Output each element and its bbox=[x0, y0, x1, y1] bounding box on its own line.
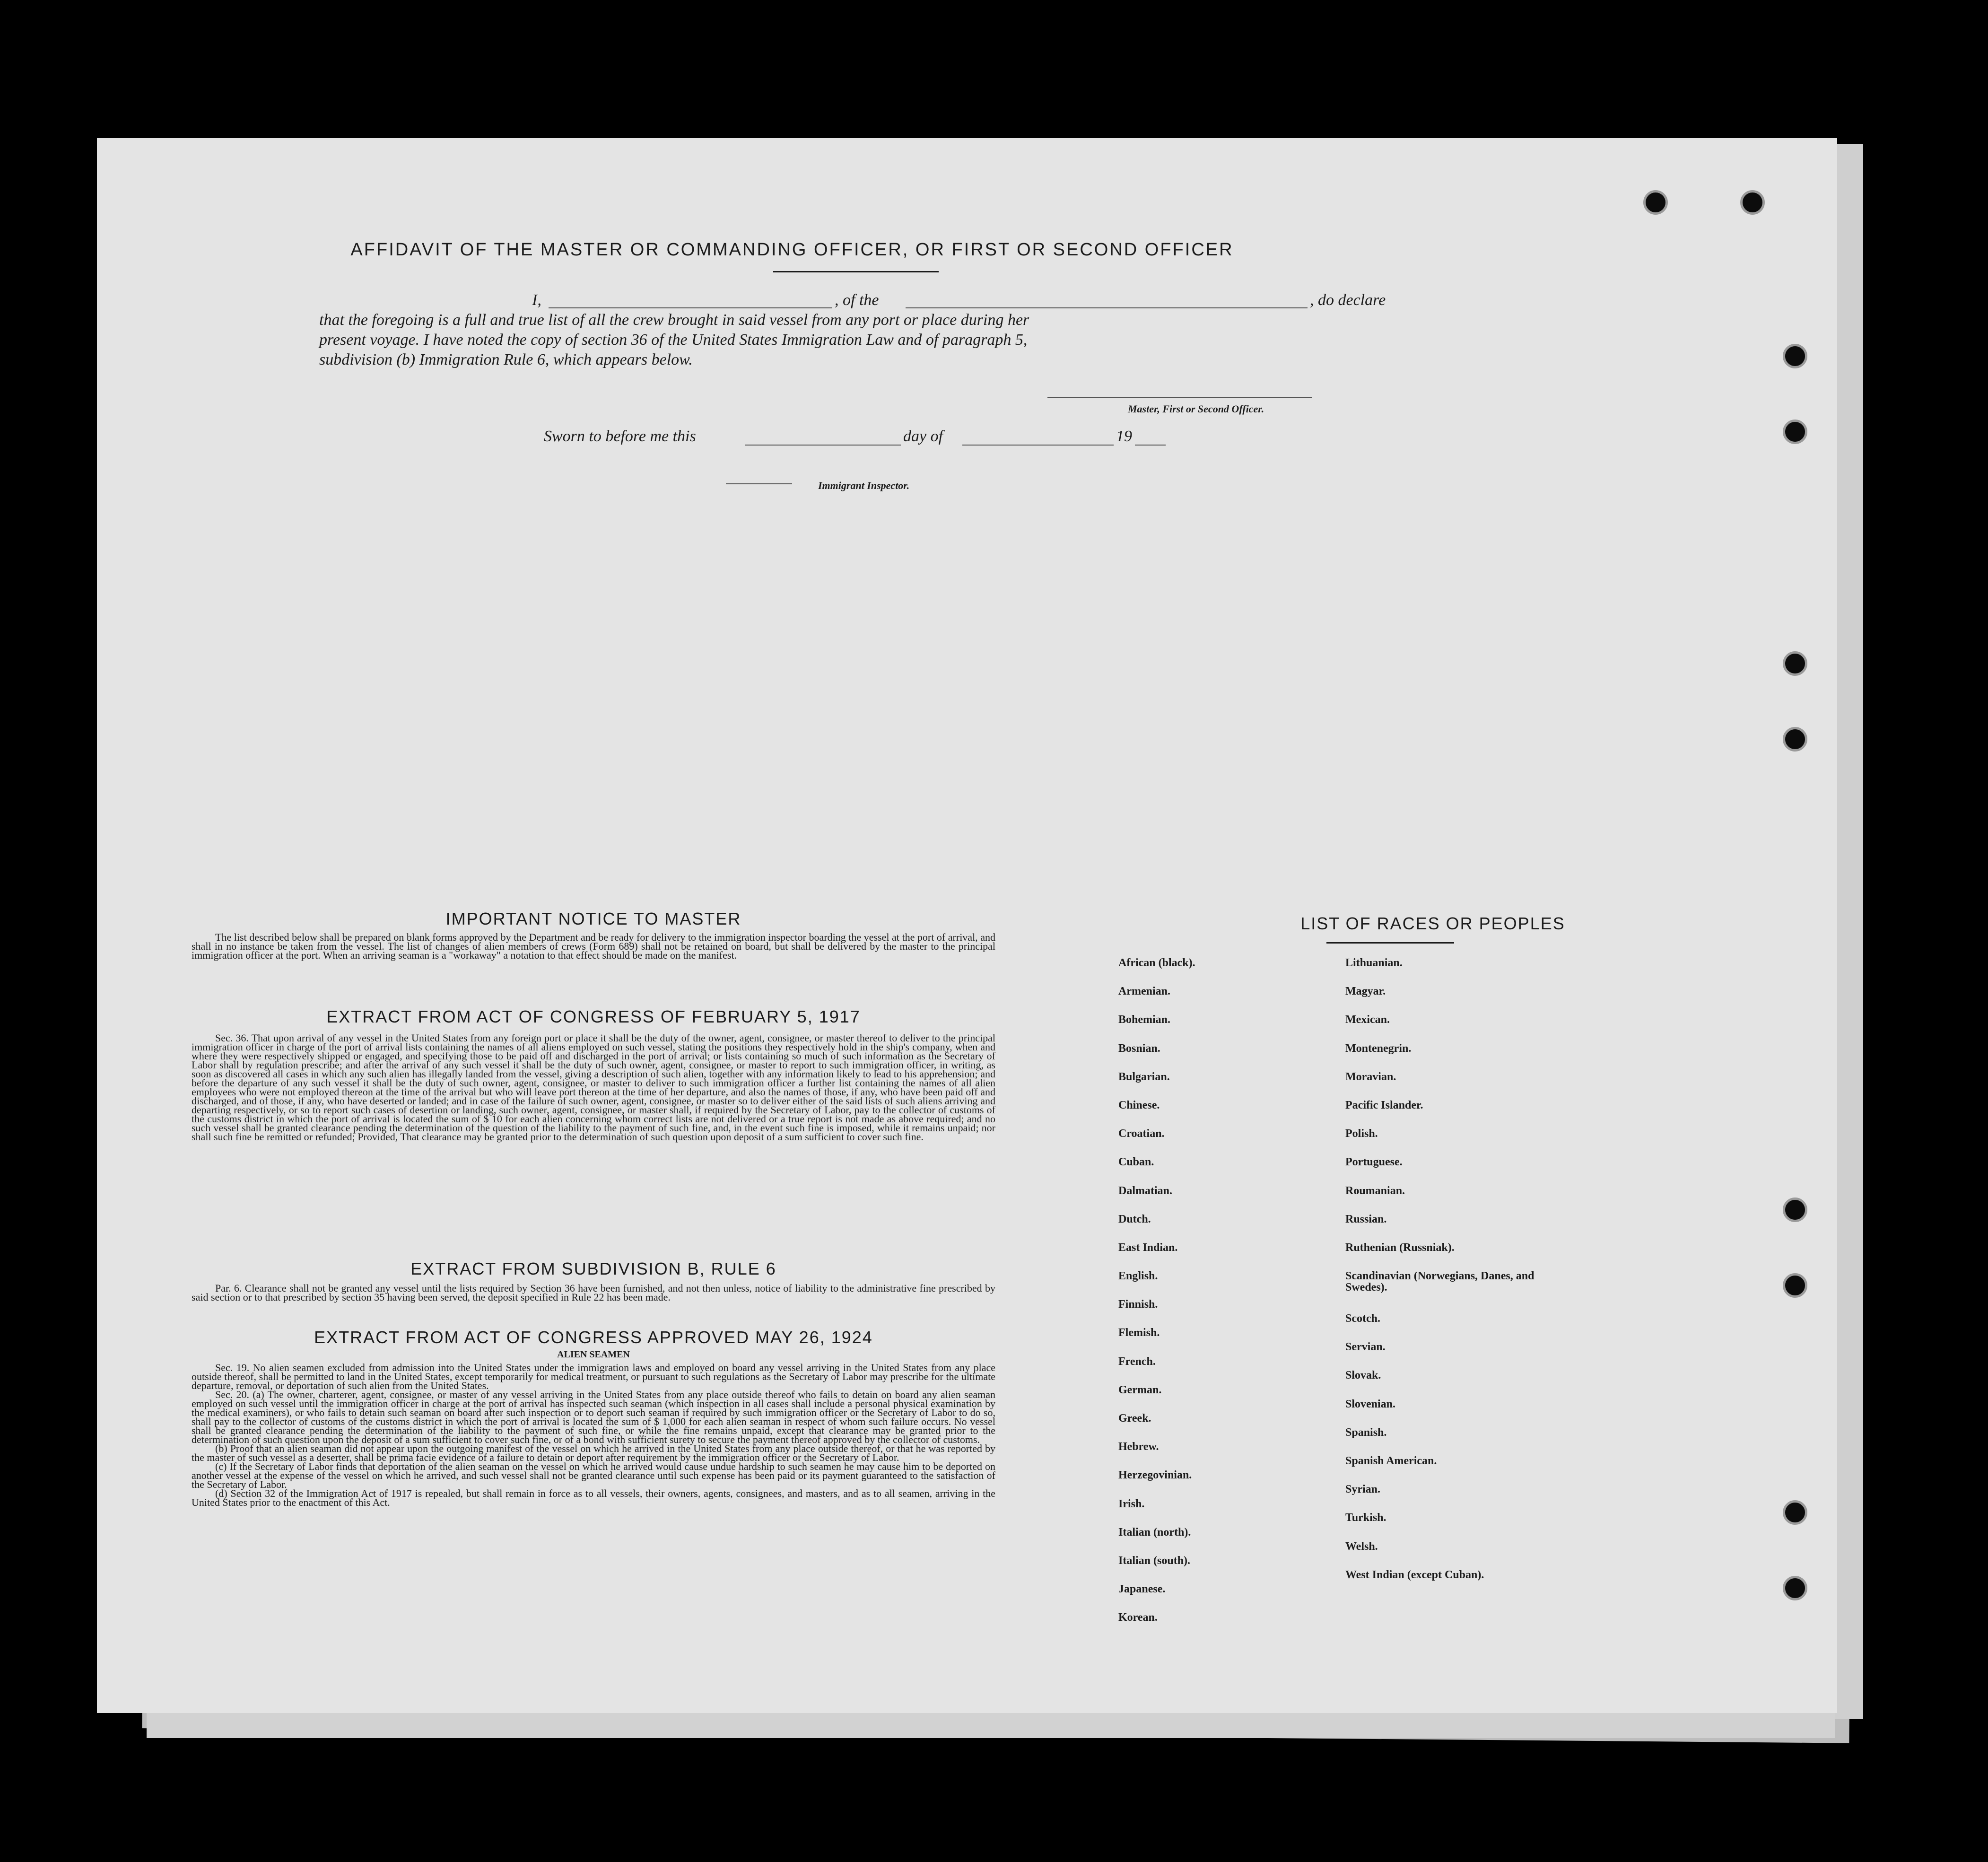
race-item: Dalmatian. bbox=[1118, 1184, 1172, 1197]
punch-hole bbox=[1740, 190, 1765, 215]
race-item: Italian (south). bbox=[1118, 1554, 1191, 1567]
signer-label: Master, First or Second Officer. bbox=[1128, 403, 1264, 415]
affidavit-line-3: present voyage. I have noted the copy of section 36 of the United States Immigration Law and of paragraph 5, bbox=[319, 331, 1028, 349]
race-item: Moravian. bbox=[1345, 1070, 1396, 1083]
race-item: Greek. bbox=[1118, 1412, 1151, 1425]
race-item: Japanese. bbox=[1118, 1583, 1166, 1596]
punch-hole bbox=[1783, 420, 1807, 444]
race-item: Syrian. bbox=[1345, 1483, 1381, 1496]
race-item: Magyar. bbox=[1345, 985, 1386, 998]
important-notice bbox=[192, 909, 995, 960]
extract-1924 bbox=[192, 1328, 995, 1507]
race-item: Slovenian. bbox=[1345, 1398, 1396, 1410]
race-item: Flemish. bbox=[1118, 1327, 1160, 1339]
notice-text: The list described below shall be prepared on blank forms approved by the Department and be ready for delivery to the immigration inspector boarding the vessel at the port of arrival, and shall in no instance be taken from the vessel. The list of changes of alien members of crews (Form 689) shall not be retained on board, but shall be delivered by the master to the principal immigration officer at the port. When an arriving seaman is a "workaway" a notation to that effect should be made on the manifest. bbox=[192, 931, 995, 961]
race-item: Hebrew. bbox=[1118, 1441, 1159, 1453]
signature-line[interactable] bbox=[1047, 396, 1312, 398]
race-item: Ruthenian (Russniak). bbox=[1345, 1241, 1455, 1254]
races-title-rule bbox=[1326, 942, 1454, 944]
extract-1917-title: EXTRACT FROM ACT OF CONGRESS OF FEBRUARY 5, 1917 bbox=[326, 1007, 861, 1026]
race-item: Welsh. bbox=[1345, 1540, 1378, 1553]
race-item: Roumanian. bbox=[1345, 1184, 1405, 1197]
affidavit-do-declare: , do declare bbox=[1310, 291, 1386, 309]
year-line[interactable] bbox=[1135, 428, 1166, 446]
race-item: West Indian (except Cuban). bbox=[1345, 1568, 1484, 1581]
race-item: Pacific Islander. bbox=[1345, 1099, 1423, 1111]
month-line[interactable] bbox=[962, 428, 1114, 446]
bleed-through-area bbox=[1208, 469, 1776, 989]
sworn-day-line[interactable] bbox=[745, 428, 901, 446]
sec-20c-text: (c) If the Secretary of Labor finds that deportation of the alien seaman on the vessel on which he arrived would cause undue hardship to such seamen he may cause him to be deported on another vessel at the expense of the vessel on which he arrived, and such vessel shall not be granted clearance until such expense has been paid or its payment guaranteed to the satisfaction of the Secretary of Labor. bbox=[192, 1460, 995, 1490]
punch-hole bbox=[1783, 651, 1807, 676]
race-item: Bulgarian. bbox=[1118, 1070, 1170, 1083]
race-item: Montenegrin. bbox=[1345, 1042, 1412, 1055]
race-item: Bohemian. bbox=[1118, 1014, 1171, 1026]
race-item: Herzegovinian. bbox=[1118, 1469, 1192, 1482]
race-item: Russian. bbox=[1345, 1213, 1387, 1225]
affidavit-line-2: that the foregoing is a full and true list of all the crew brought in said vessel from any port or place during her bbox=[319, 311, 1029, 329]
race-item: Irish. bbox=[1118, 1497, 1145, 1510]
race-item: Lithuanian. bbox=[1345, 957, 1403, 969]
race-item: East Indian. bbox=[1118, 1241, 1178, 1254]
name-line[interactable] bbox=[549, 290, 832, 308]
races-title: LIST OF RACES OR PEOPLES bbox=[1300, 914, 1565, 933]
rule-6-title: EXTRACT FROM SUBDIVISION B, RULE 6 bbox=[410, 1259, 776, 1278]
race-item: Italian (north). bbox=[1118, 1526, 1191, 1539]
race-item: Cuban. bbox=[1118, 1156, 1154, 1169]
punch-hole bbox=[1783, 1198, 1807, 1222]
extract-rule-6 bbox=[192, 1259, 995, 1302]
inspector-label: Immigrant Inspector. bbox=[818, 480, 910, 491]
year-prefix: 19 bbox=[1116, 428, 1132, 445]
race-item: Slovak. bbox=[1345, 1369, 1381, 1382]
race-item: Portuguese. bbox=[1345, 1156, 1403, 1169]
document-page bbox=[97, 138, 1837, 1713]
race-item: Scandinavian (Norwegians, Danes, and Swedes). bbox=[1345, 1270, 1535, 1294]
alien-seamen-subtitle: ALIEN SEAMEN bbox=[557, 1349, 630, 1360]
back-sheet-edge bbox=[1835, 144, 1863, 1719]
race-item: Spanish American. bbox=[1345, 1455, 1437, 1467]
race-item: German. bbox=[1118, 1383, 1162, 1396]
punch-hole bbox=[1783, 344, 1807, 368]
sec-20d-text: (d) Section 32 of the Immigration Act of 1917 is repealed, but shall remain in force as to all vessels, their owners, agents, consignees, and masters, and as to all seamen, arriving in the United States prior to the enactment of this Act. bbox=[192, 1487, 995, 1508]
race-item: Croatian. bbox=[1118, 1128, 1165, 1140]
race-item: Armenian. bbox=[1118, 985, 1170, 998]
races-list-right bbox=[1345, 957, 1544, 1598]
affidavit-title: AFFIDAVIT OF THE MASTER OR COMMANDING OFFICER, OR FIRST OR SECOND OFFICER bbox=[350, 240, 1234, 260]
race-item: French. bbox=[1118, 1355, 1156, 1368]
race-item: Chinese. bbox=[1118, 1099, 1160, 1111]
affidavit-line-4: subdivision (b) Immigration Rule 6, which appears below. bbox=[319, 351, 693, 368]
vessel-line[interactable] bbox=[906, 290, 1308, 308]
race-item: Polish. bbox=[1345, 1128, 1378, 1140]
races-list-left bbox=[1118, 957, 1308, 1641]
race-item: Servian. bbox=[1345, 1341, 1386, 1354]
affidavit-declaration bbox=[319, 290, 1412, 370]
notice-title: IMPORTANT NOTICE TO MASTER bbox=[445, 909, 741, 928]
sec-19-text: Sec. 19. No alien seamen excluded from admission into the United States under the immigration laws and employed on board any vessel arriving in the United States from any place outside thereof, shall be permitted to land in the United States, except temporarily for medical treatment, or pursuant to such regulations as the Secretary of Labor may prescribe for the ultimate departure, removal, or deportation of such alien from the United States. bbox=[192, 1362, 995, 1391]
affidavit-title-rule bbox=[773, 271, 939, 272]
race-item: Turkish. bbox=[1345, 1512, 1386, 1524]
inspector-line[interactable] bbox=[726, 482, 792, 484]
race-item: Spanish. bbox=[1345, 1426, 1387, 1439]
rule-6-text: Par. 6. Clearance shall not be granted any vessel until the lists required by Section 36 have been furnished, and not then unless, notice of liability to the administrative fine prescribed by said section or to that prescribed by section 35 having been served, the deposit specified in Rule 22 has been made. bbox=[192, 1282, 995, 1303]
race-item: Mexican. bbox=[1345, 1014, 1390, 1026]
sworn-text: Sworn to before me this bbox=[544, 428, 696, 445]
extract-1917-text: Sec. 36. That upon arrival of any vessel in the United States from any foreign port or place it shall be the duty of the owner, agent, consignee, or master thereof to deliver to the principal immigration officer in charge of the port of arrival lists containing the names of all aliens employed on such vessel, stating the positions they respectively hold in the ship's company, when and where they were respectively shipped or engaged, and specifying those to be paid off and discharged in the port of arrival; or lists containing so much of such information as the Secretary of Labor shall by regulation prescribe; and after the arrival of any such vessel it shall be the duty of such owner, agent, consignee, or master to report to such immigration officer, in writing, as soon as discovered all cases in which any such alien has illegally landed from the vessel, giving a description of such alien, together with any information likely to lead to his apprehension; and before the departure of any such vessel it shall be the duty of such owner, agent, consignee, or master to deliver to such immigration officer a further list containing the names of all alien employees who were not employed thereon at the time of the arrival but who will leave port thereon at the time of her departure, and also the names of those, if any, who have been paid off and discharged, and of those, if any, who have deserted or landed; and in case of the failure of such owner, agent, consignee, or master so to deliver either of the said lists of such aliens arriving and departing respectively, or so to report such cases of desertion or landing, such owner, agent, consignee, or master shall, if required by the Secretary of Labor, pay to the collector of customs of the customs district in which the port of arrival is located the sum of $ 10 for each alien concerning whom correct lists are not delivered or a true report is not made as above required; and no such vessel shall be granted clearance pending the determination of the question of the liability to the payment of such fine, and, in the event such fine is imposed, while it remains unpaid; nor shall such fine be remitted or refunded; Provided, That clearance may be granted prior to the determination of such question upon deposit of a sum sufficient to cover such fine. bbox=[192, 1032, 995, 1143]
sec-20a-text: Sec. 20. (a) The owner, charterer, agent, consignee, or master of any vessel arriving in the United States from any place outside thereof who fails to detain on board any alien seaman employed on such vessel until the immigration officer in charge at the port of arrival has inspected such seaman (which inspection in all cases shall include a personal physical examination by the medical examiners), or who fails to detain such seaman on board after such inspection or to deport such seaman if required by such immigration officer or the Secretary of Labor to do so, shall pay to the collector of customs of the customs district in which the port of arrival is located the sum of $ 1,000 for each alien seaman in respect of whom such failure occurs. No vessel shall be granted clearance pending the determination of the liability to the payment of such fine, or while the fine remains unpaid, except that clearance may be granted prior to the determination of such question upon the deposit of a sum sufficient to cover such fine, or of a bond with sufficient surety to secure the payment thereof approved by the collector of customs. bbox=[192, 1389, 995, 1445]
sec-20b-text: (b) Proof that an alien seaman did not appear upon the outgoing manifest of the vessel on which he arrived in the United States from any place outside thereof, or that he was reported by the master of such vessel as a deserter, shall be prima facie evidence of a failure to detain or deport after requirement by the immigration officer or the Secretary of Labor. bbox=[192, 1442, 995, 1463]
affidavit-of-the: , of the bbox=[835, 291, 879, 309]
race-item: Korean. bbox=[1118, 1611, 1158, 1624]
punch-hole bbox=[1783, 1576, 1807, 1600]
punch-hole bbox=[1643, 190, 1668, 215]
race-item: Bosnian. bbox=[1118, 1042, 1160, 1055]
extract-1917 bbox=[192, 1007, 995, 1141]
punch-hole bbox=[1783, 1273, 1807, 1298]
race-item: African (black). bbox=[1118, 957, 1195, 969]
affidavit-i: I, bbox=[532, 291, 541, 309]
extract-1924-title: EXTRACT FROM ACT OF CONGRESS APPROVED MAY 26, 1924 bbox=[314, 1328, 873, 1347]
race-item: English. bbox=[1118, 1270, 1158, 1283]
punch-hole bbox=[1783, 727, 1807, 752]
race-item: Dutch. bbox=[1118, 1213, 1151, 1225]
punch-hole bbox=[1783, 1500, 1807, 1525]
race-item: Finnish. bbox=[1118, 1298, 1158, 1311]
race-item: Scotch. bbox=[1345, 1312, 1380, 1325]
day-of-text: day of bbox=[903, 428, 943, 445]
